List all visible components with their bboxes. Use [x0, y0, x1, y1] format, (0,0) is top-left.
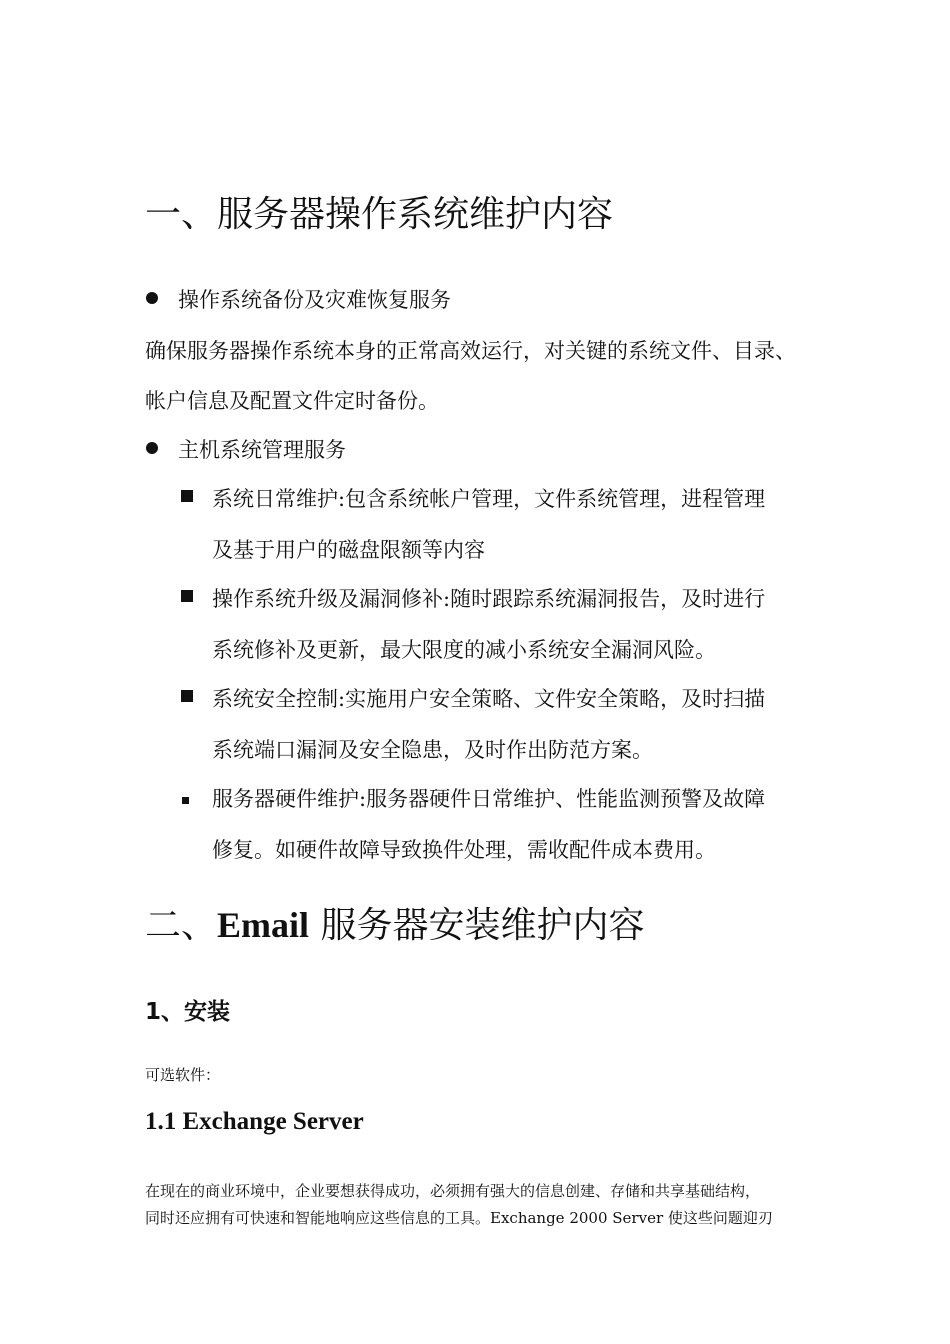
item-security-control-line-1: 系统安全控制:实施用户安全策略、文件安全策略，及时扫描: [212, 687, 766, 711]
item-security-control-line-2: 系统端口漏洞及安全隐患，及时作出防范方案。: [212, 738, 653, 762]
subheading-install: 1、安装: [145, 999, 231, 1025]
bullet-backup-label: 操作系统备份及灾难恢复服务: [178, 288, 451, 312]
backup-desc-line-2: 帐户信息及配置文件定时备份。: [145, 389, 439, 413]
square-bullet-icon: [182, 797, 189, 804]
square-bullet-icon: [181, 490, 193, 502]
optional-software-label: 可选软件：: [145, 1066, 221, 1084]
item-daily-maintenance-line-1: 系统日常维护:包含系统帐户管理，文件系统管理，进程管理: [212, 487, 766, 511]
section-2-title: [145, 897, 644, 948]
exchange-paragraph-line-2: 同时还应拥有可快速和智能地响应这些信息的工具。Exchange 2000 Server 使这些问题迎刃: [145, 1209, 773, 1227]
section-2-title-prefix: 二、: [145, 905, 218, 946]
item-upgrade-patch-line-1: 操作系统升级及漏洞修补:随时跟踪系统漏洞报告，及时进行: [212, 587, 766, 611]
square-bullet-icon: [181, 690, 193, 702]
item-upgrade-patch-line-2: 系统修补及更新，最大限度的减小系统安全漏洞风险。: [212, 638, 716, 662]
section-2-title-email: Email: [217, 905, 310, 945]
bullet-dot-icon: [146, 442, 158, 454]
section-2-title-suffix: 服务器安装维护内容: [309, 905, 645, 946]
bullet-dot-icon: [146, 292, 158, 304]
square-bullet-icon: [181, 590, 193, 602]
item-hardware-maintenance-line-1: 服务器硬件维护:服务器硬件日常维护、性能监测预警及故障: [212, 787, 766, 811]
bullet-host-mgmt-label: 主机系统管理服务: [178, 438, 346, 462]
exchange-paragraph-line-1: 在现在的商业环境中，企业要想获得成功，必须拥有强大的信息创建、存储和共享基础结构，: [145, 1182, 761, 1200]
item-daily-maintenance-line-2: 及基于用户的磁盘限额等内容: [212, 538, 485, 562]
backup-desc-line-1: 确保服务器操作系统本身的正常高效运行，对关键的系统文件、目录、: [145, 339, 796, 363]
section-1-title: 一、服务器操作系统维护内容: [145, 194, 614, 235]
item-hardware-maintenance-line-2: 修复。如硬件故障导致换件处理，需收配件成本费用。: [212, 838, 716, 862]
subheading-exchange-server: 1.1 Exchange Server: [145, 1108, 364, 1135]
